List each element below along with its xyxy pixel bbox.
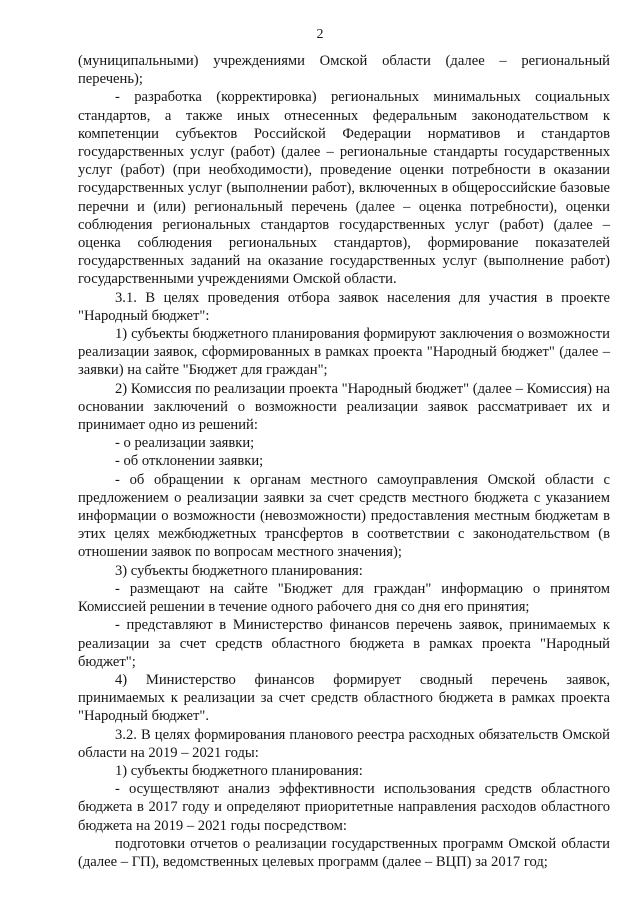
paragraph: - представляют в Министерство финансов перечень заявок, принимаемых к реализации за счет средств областного бюджета в рамках проекта "Народный бюджет"; (78, 617, 610, 670)
paragraph: - разработка (корректировка) региональных минимальных социальных стандартов, а также иных отнесенных федеральным законодательством к компетенции субъектов Российской Федерации нормативов и стандартов государственных услуг (работ) (далее – региональные стандарты государственных услуг (работ) (при необходимости), проведение оценки потребности в оказании государственных услуг (выполнении работ), включенных в общероссийские базовые перечни и (или) региональный перечень (далее – оценка потребности), оценки соблюдения региональных стандартов государственных услуг (работ) (далее – оценка соблюдения региональных стандартов), формирование показателей государственных заданий на оказание государственных услуг (выполнение работ) государственными учреждениями Омской области. (78, 89, 610, 288)
paragraph: 2) Комиссия по реализации проекта "Народный бюджет" (далее – Комиссия) на основании заключений о возможности реализации заявок рассматривает их и принимает одно из решений: (78, 380, 610, 434)
paragraph: - осуществляют анализ эффективности использования средств областного бюджета в 2017 году и определяют приоритетные направления расходов областного бюджета на 2019 – 2021 годы посредством: (78, 781, 610, 834)
paragraph: 1) субъекты бюджетного планирования: (115, 762, 363, 779)
paragraph: 4) Министерство финансов формирует сводный перечень заявок, принимаемых к реализации за счет средств областного бюджета в рамках проекта "Народный бюджет". (78, 671, 610, 725)
document-body (78, 52, 610, 871)
paragraph: - об отклонении заявки; (115, 453, 264, 470)
page-number: 2 (316, 27, 324, 42)
paragraph: 3.1. В целях проведения отбора заявок населения для участия в проекте "Народный бюджет": (78, 289, 610, 324)
paragraph: подготовки отчетов о реализации государственных программ Омской области (далее – ГП), ведомственных целевых программ (далее – ВЦП) за 2017 год; (78, 835, 610, 870)
paragraph: 3) субъекты бюджетного планирования: (115, 562, 363, 579)
paragraph: - об обращении к органам местного самоуправления Омской области с предложением о реализации заявки за счет средств местного бюджета с указанием информации о возможности (невозможности) предоставления местным бюджетам в этих целях межбюджетных трансфертов в соответствии с законодательством (в отношении заявок по вопросам местного значения); (78, 471, 610, 561)
paragraph: (муниципальными) учреждениями Омской области (далее – региональный перечень); (78, 53, 610, 88)
paragraph: - размещают на сайте "Бюджет для граждан" информацию о принятом Комиссией решении в течение одного рабочего дня со дня его принятия; (78, 580, 610, 616)
paragraph: - о реализации заявки; (115, 435, 255, 452)
paragraph: 1) субъекты бюджетного планирования формируют заключения о возможности реализации заявок, сформированных в рамках проекта "Народный бюджет" (далее – заявки) на сайте "Бюджет для граждан"; (78, 326, 610, 379)
paragraph: 3.2. В целях формирования планового реестра расходных обязательств Омской области на 2019 – 2021 годы: (78, 726, 610, 761)
